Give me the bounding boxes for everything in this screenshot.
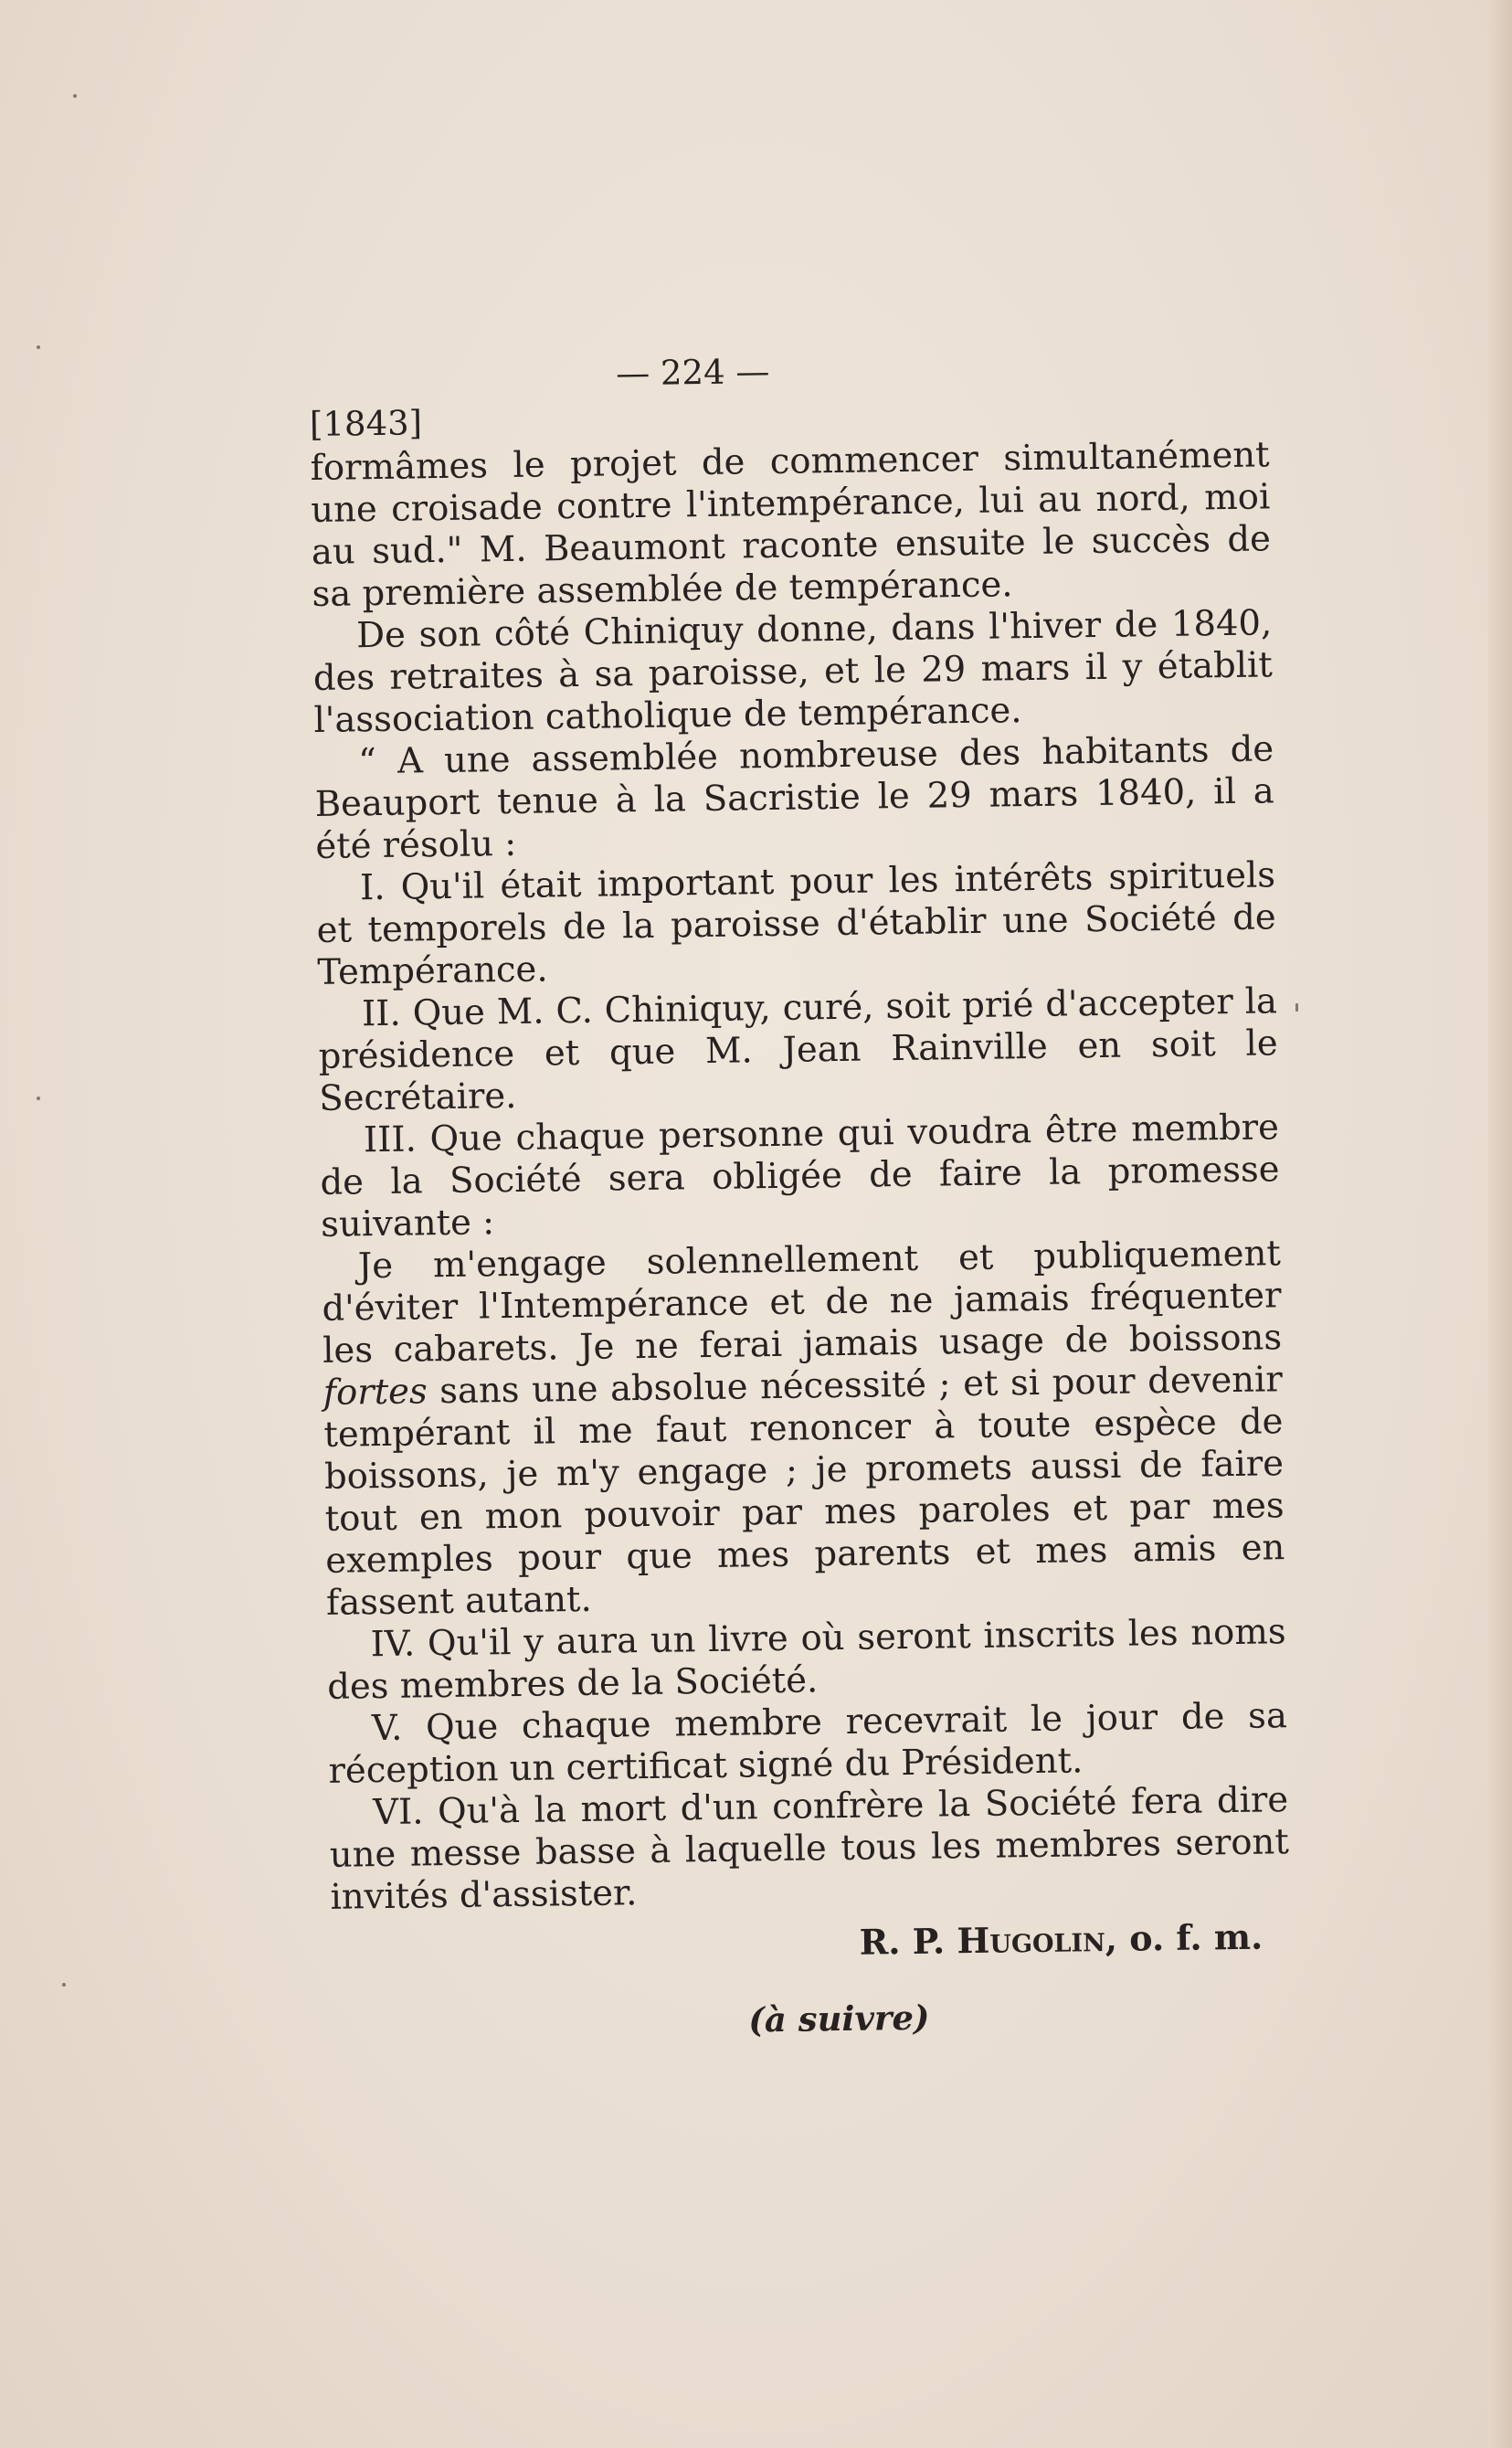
paragraph-2: De son côté Chiniquy donne, dans l'hiver de 1840, des retraites à sa paroisse, et le 29 mars il y établit l'association catholique de tempérance. [312, 602, 1274, 741]
paragraph-1: formâmes le projet de commencer simultanément une croisade contre l'intempérance, lui au nord, moi au sud." M. Beaumont raconte ensuite le succès de sa première assemblée de tempérance. [310, 434, 1272, 615]
page-number: — 224 — [615, 351, 770, 394]
resolution-4: IV. Qu'il y aura un livre où seront inscrits les noms des membres de la Société. [326, 1611, 1286, 1708]
oath-text-end: sans une absolue nécessité ; et si pour devenir tempérant il me faut renoncer à toute espèce de boissons, je m'y engage ; je promets aussi de faire tout en mon pouvoir par mes paroles et par mes exemples pour que mes parents et mes amis en fassent autant. [323, 1359, 1285, 1624]
signature-name: Hugolin [957, 1917, 1106, 1962]
page-edge-shadow [1488, 0, 1512, 2448]
oath-text-start: Je m'engage solennellement et publiquement d'éviter l'Intempérance et de ne jamais fréquenter les cabarets. Je ne ferai jamais usage de boissons [322, 1233, 1283, 1372]
resolution-5: V. Que chaque membre recevrait le jour de sa réception un certificat signé du Président. [328, 1695, 1288, 1792]
signature-initials: R. P. [859, 1920, 946, 1963]
paper-speck [73, 94, 77, 98]
resolution-3: III. Que chaque personne qui voudra être membre de la Société sera obligée de faire la promesse suivante : [320, 1107, 1280, 1245]
oath-emphasis: fortes [322, 1371, 428, 1414]
oath-paragraph [322, 1233, 1286, 1625]
paper-speck [1295, 1003, 1298, 1012]
to-be-continued: (à suivre) [748, 1997, 930, 2040]
paper-speck [37, 1097, 40, 1100]
signature-order: , o. f. m. [1105, 1915, 1264, 1959]
paragraph-3: “ A une assemblée nombreuse des habitants de Beauport tenue à la Sacristie le 29 mars 1840, il a été résolu : [314, 728, 1275, 867]
year-marker: [1843] [309, 403, 423, 444]
page-text [309, 344, 1292, 2046]
paper-speck [62, 1983, 66, 1987]
resolution-2: II. Que M. C. Chiniquy, curé, soit prié d'accepter la présidence et que M. Jean Rainville en soit le Secrétaire. [318, 980, 1278, 1119]
paper-speck [37, 345, 40, 349]
resolution-1: I. Qu'il était important pour les intérêts spirituels et temporels de la paroisse d'établir une Société de Tempérance. [316, 854, 1276, 993]
signature [331, 1913, 1264, 1974]
resolution-6: VI. Qu'à la mort d'un confrère la Société fera dire une messe basse à laquelle tous les membres seront invités d'assister. [329, 1779, 1290, 1918]
